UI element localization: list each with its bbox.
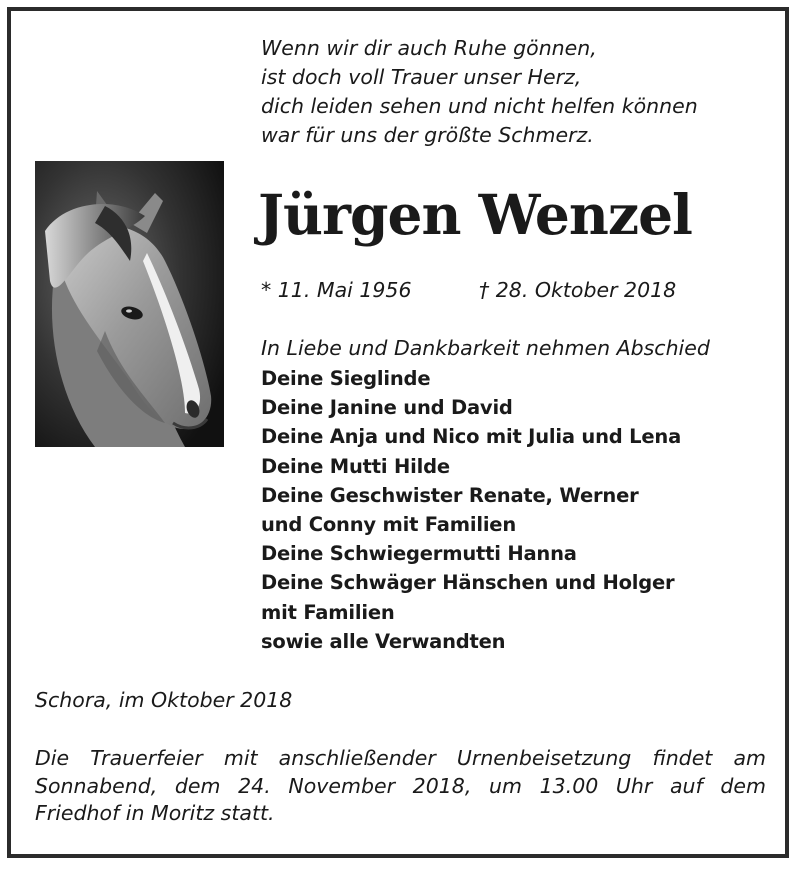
- mourner-line: Deine Schwiegermutti Hanna: [261, 542, 577, 566]
- horse-photo: [35, 161, 224, 447]
- poem-line: dich leiden sehen und nicht helfen können: [261, 94, 698, 118]
- place-date: Schora, im Oktober 2018: [35, 688, 293, 712]
- farewell-intro: In Liebe und Dankbarkeit nehmen Abschied: [261, 336, 710, 360]
- service-announcement: [35, 745, 766, 828]
- mourner-line: und Conny mit Familien: [261, 513, 517, 537]
- deceased-name: Jürgen Wenzel: [258, 182, 692, 247]
- poem: [261, 34, 781, 150]
- service-line: Die Trauerfeier mit anschließender Urnenbeisetzung findet am: [35, 746, 766, 770]
- mourner-line: Deine Schwäger Hänschen und Holger: [261, 571, 675, 595]
- death-date: † 28. Oktober 2018: [479, 278, 677, 302]
- mourner-line: Deine Geschwister Renate, Werner: [261, 483, 639, 507]
- mourner-line: mit Familien: [261, 600, 395, 624]
- mourners-list: [261, 364, 681, 656]
- mourner-line: Deine Anja und Nico mit Julia und Lena: [261, 425, 682, 449]
- life-dates: [261, 276, 677, 305]
- mourner-line: Deine Janine und David: [261, 396, 513, 420]
- service-line: Friedhof in Moritz statt.: [35, 801, 275, 825]
- mourner-line: Deine Mutti Hilde: [261, 454, 450, 478]
- poem-line: war für uns der größte Schmerz.: [261, 123, 594, 147]
- mourner-line: Deine Sieglinde: [261, 367, 431, 390]
- birth-date: * 11. Mai 1956: [261, 278, 412, 302]
- poem-line: Wenn wir dir auch Ruhe gönnen,: [261, 36, 597, 60]
- poem-line: ist doch voll Trauer unser Herz,: [261, 65, 582, 89]
- service-line: Sonnabend, dem 24. November 2018, um 13.00 Uhr auf dem: [35, 773, 766, 798]
- mourner-line: sowie alle Verwandten: [261, 629, 506, 653]
